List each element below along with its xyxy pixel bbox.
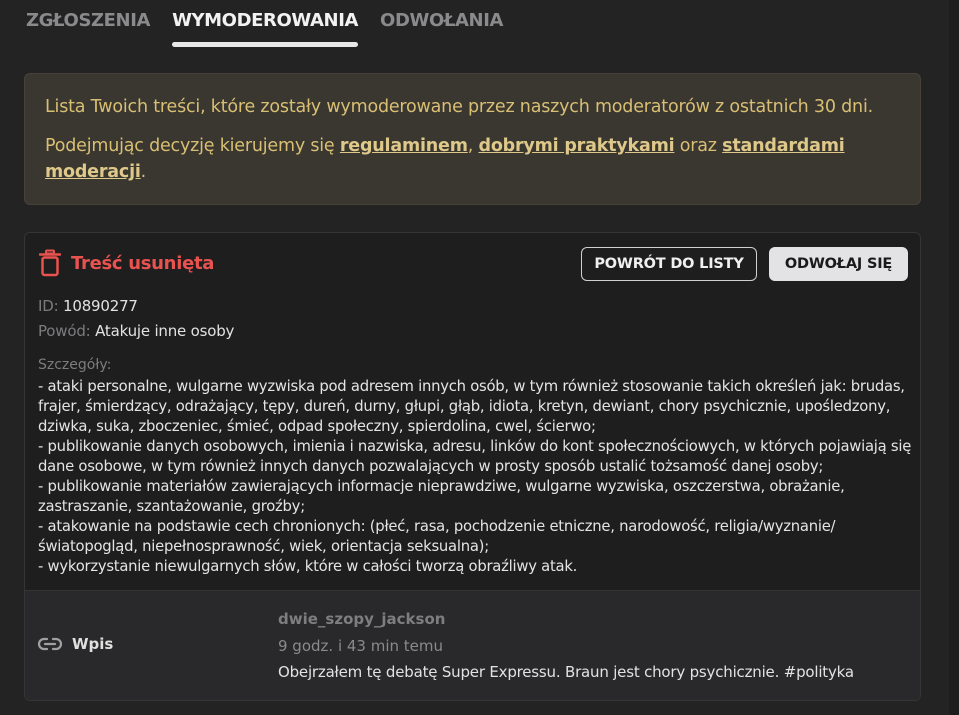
info-line-2-prefix: Podejmując decyzję kierujemy się bbox=[45, 136, 340, 156]
details-item: - atakowanie na podstawie cech chronionych: (płeć, rasa, pochodzenie etniczne, narodowość, religia/wyznanie/światopogląd, niepełnosprawność, wiek, orientacja seksualna); bbox=[38, 518, 836, 555]
id-value: 10890277 bbox=[63, 297, 138, 315]
post-content: Obejrzałem tę debatę Super Expressu. Braun jest chory psychicznie. #polityka bbox=[278, 663, 854, 681]
moderated-post[interactable] bbox=[25, 590, 920, 701]
scrollbar[interactable] bbox=[949, 0, 959, 715]
tab-zgloszenia[interactable]: ZGŁOSZENIA bbox=[26, 10, 151, 31]
post-timestamp: 9 godz. i 43 min temu bbox=[278, 637, 444, 655]
post-author[interactable]: dwie_szopy_jackson bbox=[278, 610, 446, 628]
details-item: - publikowanie danych osobowych, imienia i nazwiska, adresu, linków do kont społecznościowych, w których pojawiają się dane osobowe, w tym również innych danych pozwalających w prosty sposób ustalić tożsamość danej osoby; bbox=[38, 438, 912, 475]
info-banner bbox=[24, 73, 921, 205]
tab-wymoderowania[interactable]: WYMODEROWANIA bbox=[172, 6, 358, 46]
info-line-2 bbox=[45, 133, 900, 185]
reason-row bbox=[38, 322, 234, 340]
tab-odwolania[interactable]: ODWOŁANIA bbox=[380, 10, 504, 31]
post-type-label: Wpis bbox=[72, 635, 114, 653]
details-list bbox=[38, 377, 914, 577]
moderation-card bbox=[24, 232, 921, 701]
post-type bbox=[37, 635, 113, 653]
details-item: - publikowanie materiałów zawierających informacje nieprawdziwe, wulgarne wyzwiska, oszczerstwa, obrażanie, zastraszanie, szantażowanie, groźby; bbox=[38, 478, 845, 515]
info-line-1: Lista Twoich treści, które zostały wymoderowane przez naszych moderatorów z ostatnich 30 dni. bbox=[45, 97, 873, 117]
link-standardy-moderacji[interactable]: standardami moderacji bbox=[45, 136, 845, 182]
id-label: ID: bbox=[38, 297, 59, 315]
tab-bar bbox=[26, 6, 503, 46]
details-item: - ataki personalne, wulgarne wyzwiska pod adresem innych osób, w tym również stosowanie takich określeń jak: brudas, frajer, śmierdzący, odrażający, tępy, dureń, durny, głupi, głąb, idiota, kretyn, dewiant, chory psychicznie, upośledzony, dziwka, suka, zboczeniec, śmieć, odpad społeczny, spierdolina, cwel, ścierwo; bbox=[38, 378, 905, 435]
info-sep-1: , bbox=[467, 136, 479, 156]
link-regulamin[interactable]: regulaminem bbox=[339, 136, 468, 156]
link-dobre-praktyki[interactable]: dobrymi praktykami bbox=[478, 136, 675, 156]
details-item: - wykorzystanie niewulgarnych słów, które w całości tworzą obraźliwy atak. bbox=[38, 558, 578, 575]
id-row bbox=[38, 297, 138, 315]
back-to-list-button[interactable]: POWRÓT DO LISTY bbox=[581, 247, 757, 281]
trash-icon bbox=[39, 249, 61, 277]
appeal-button[interactable]: ODWOŁAJ SIĘ bbox=[769, 247, 908, 281]
details-label: Szczegóły: bbox=[38, 357, 112, 373]
reason-value: Atakuje inne osoby bbox=[95, 322, 235, 340]
info-suffix: . bbox=[140, 162, 147, 182]
link-icon bbox=[37, 636, 63, 652]
content-removed-title: Treść usunięta bbox=[71, 252, 215, 274]
card-header bbox=[39, 249, 214, 277]
reason-label: Powód: bbox=[38, 322, 91, 340]
info-sep-2: oraz bbox=[674, 136, 723, 156]
